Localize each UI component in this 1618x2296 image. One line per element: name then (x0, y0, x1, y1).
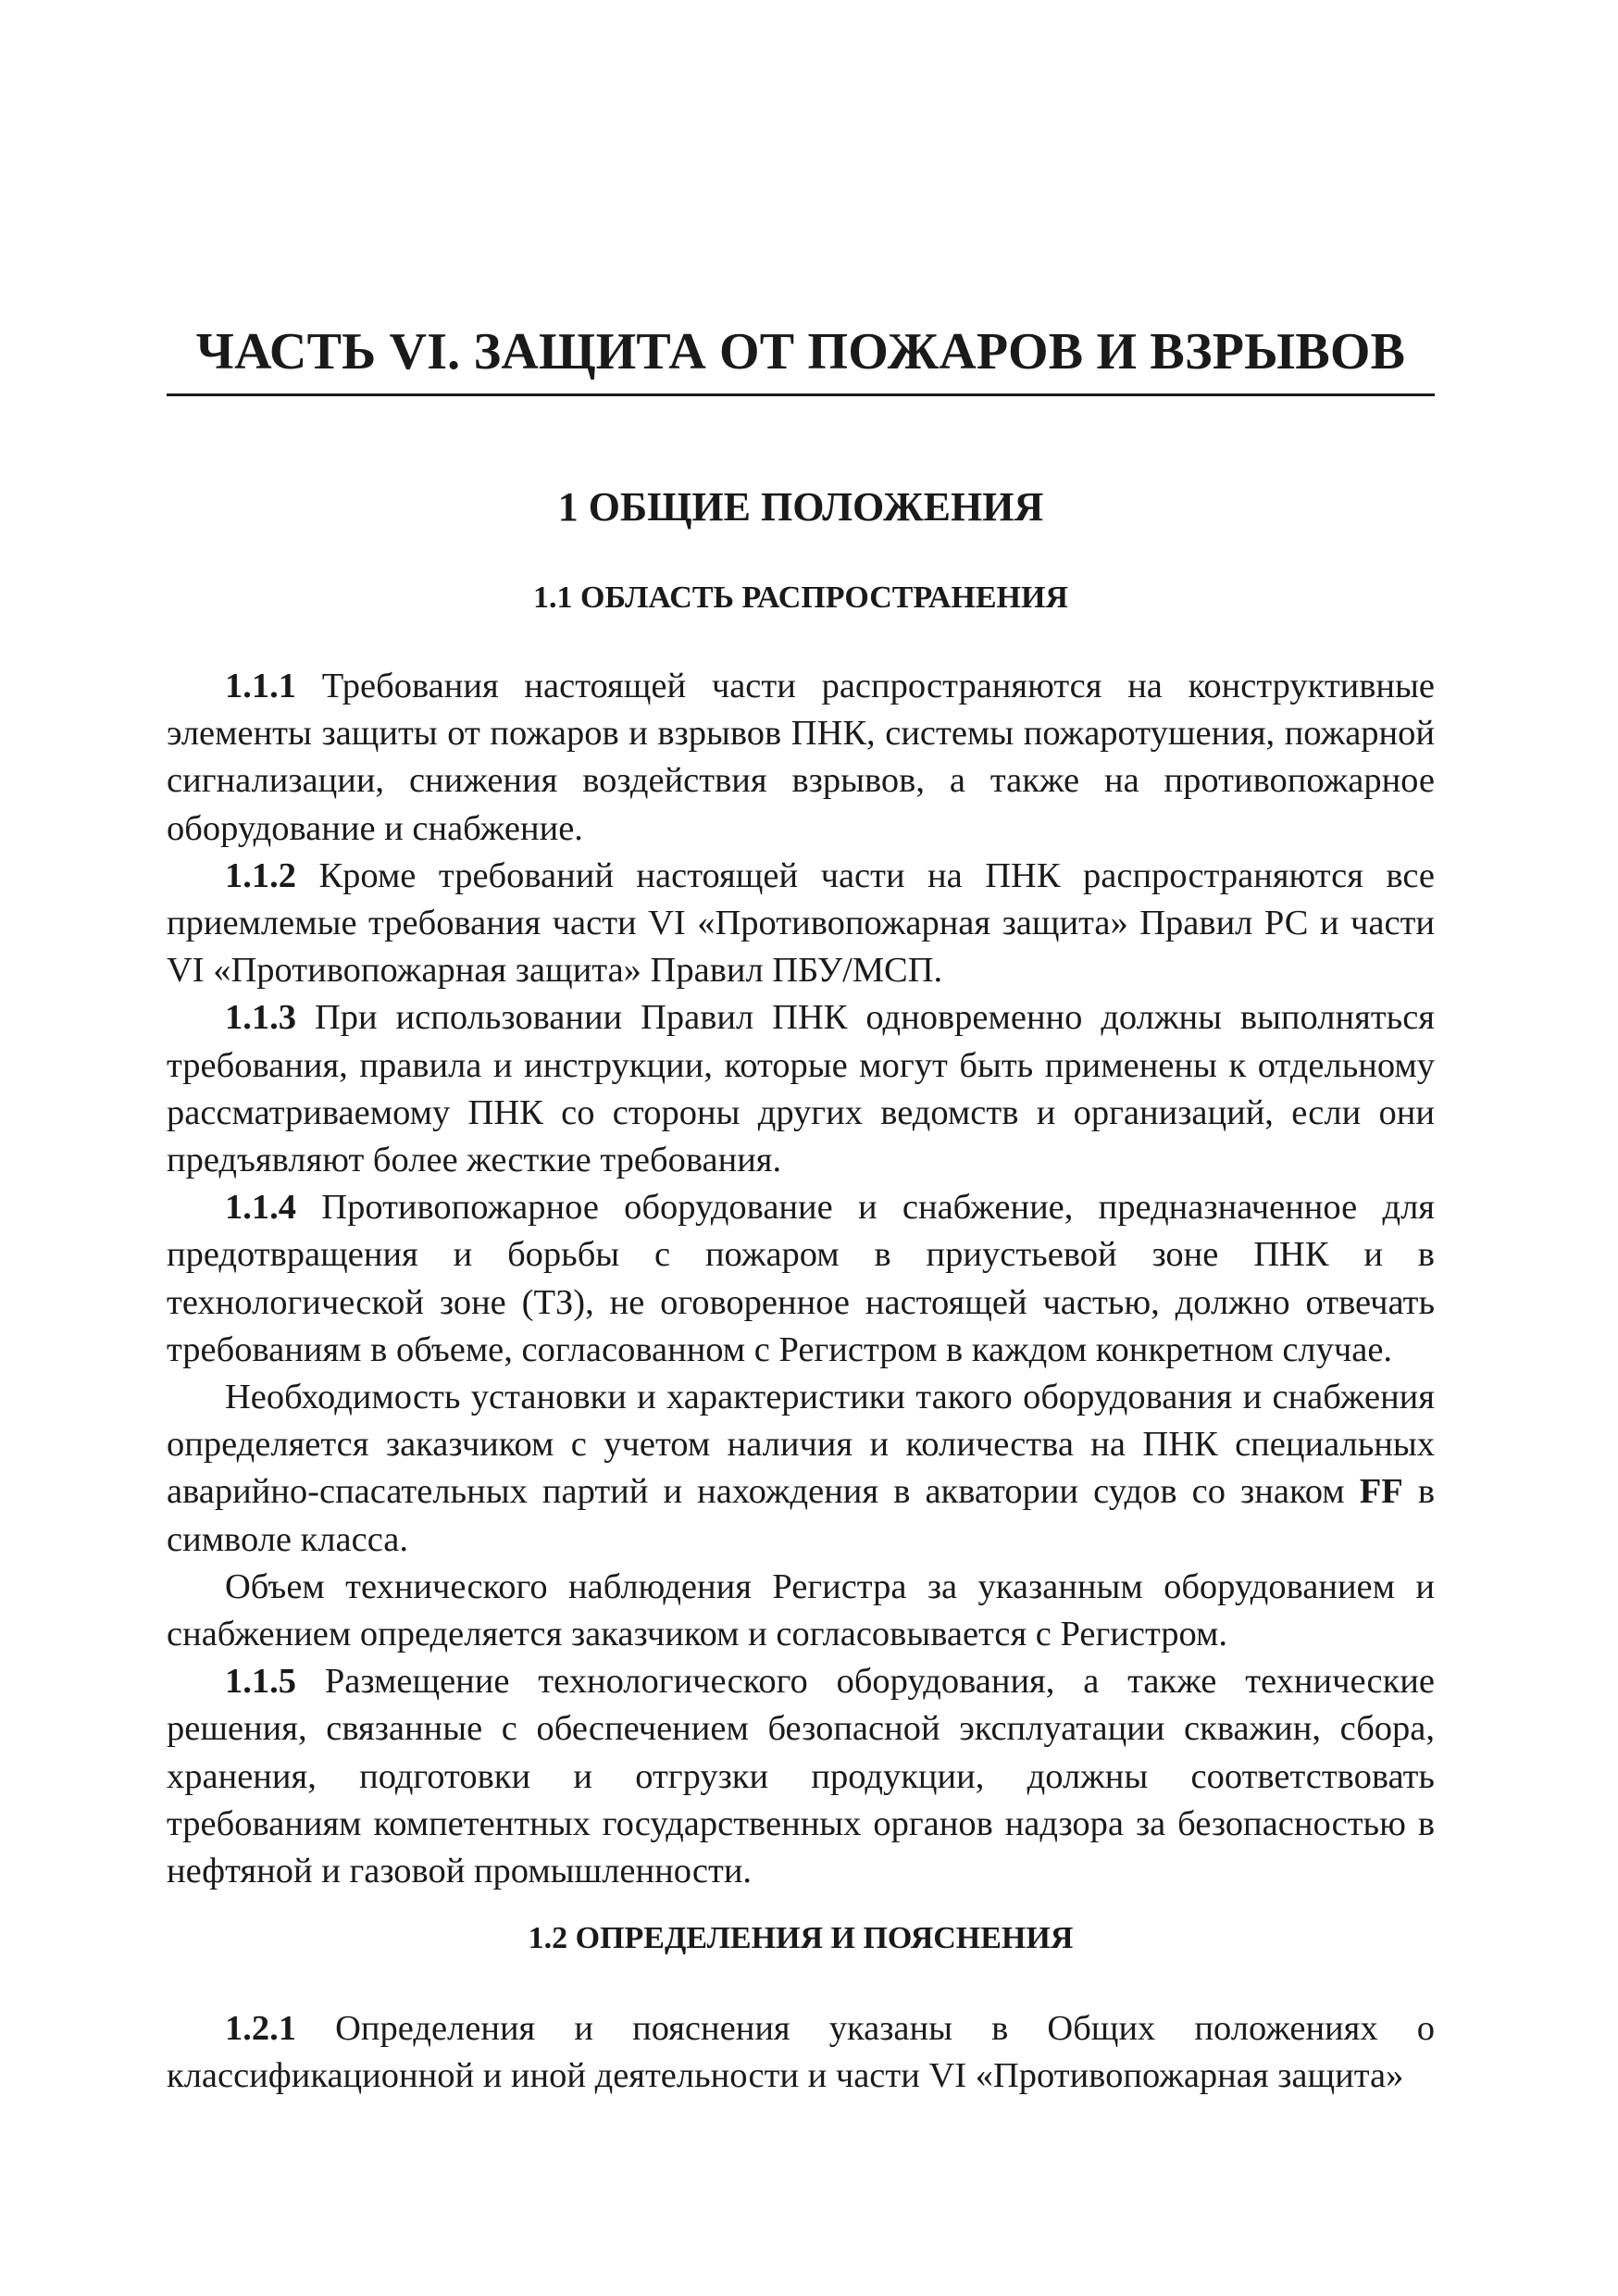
paragraph-text: Кроме требований настоящей части на ПНК распространяются все приемлемые требования части VI «Противопожарная защита» Правил РС и части VI «Противопожарная защита» Правил ПБУ/МСП. (167, 855, 1435, 991)
paragraph-text: Требования настоящей части распространяются на конструктивные элементы защиты от пожаров и взрывов ПНК, системы пожаротушения, пожарной сигнализации, снижения воздействия взрывов, а также на противопожарное оборудование и снабжение. (167, 667, 1435, 848)
paragraph-number: 1.2.1 (225, 2009, 296, 2048)
paragraph-equipment-necessity (167, 1374, 1435, 1564)
paragraph-text: Определения и пояснения указаны в Общих положениях о классификационной и иной деятельности и части VI «Противопожарная защита» (167, 2009, 1435, 2096)
paragraph-number: 1.1.1 (225, 667, 296, 705)
part-title: ЧАСТЬ VI. ЗАЩИТА ОТ ПОЖАРОВ И ВЗРЫВОВ (195, 323, 1406, 381)
paragraph-text: в символе класса. (167, 1472, 1436, 1559)
subsection-body-scope (167, 663, 1435, 1895)
subsection-title-definitions: 1.2 ОПРЕДЕЛЕНИЯ И ПОЯСНЕНИЯ (528, 1921, 1074, 1955)
paragraph-number: 1.1.4 (225, 1188, 296, 1228)
paragraph-number: 1.1.2 (225, 855, 296, 895)
paragraph-1-1-4 (167, 1184, 1435, 1374)
paragraph-text: Размещение технологического оборудования, а также технические решения, связанные с обеспечением безопасной эксплуатации скважин, сбора, хранения, подготовки и отгрузки продукции, должны соответствовать требованиям компетентных государственных органов надзора за безопасностью в нефтяной и газовой промышленности. (167, 1662, 1435, 1891)
paragraph-1-1-3 (167, 994, 1435, 1184)
class-notation-mark: FF (1359, 1472, 1403, 1512)
paragraph-1-1-1 (167, 663, 1435, 853)
section-title: 1 ОБЩИЕ ПОЛОЖЕНИЯ (557, 484, 1044, 530)
paragraph-1-1-5 (167, 1658, 1435, 1895)
paragraph-text: Противопожарное оборудование и снабжение, предназначенное для предотвращения и борьбы с пожаром в приустьевой зоне ПНК и в технологической зоне (ТЗ), не оговоренное настоящей частью, должно отвечать требованиям в объеме, согласованном с Регистром в каждом конкретном случае. (167, 1188, 1435, 1369)
paragraph-1-1-2 (167, 853, 1435, 995)
paragraph-number: 1.1.3 (225, 998, 296, 1038)
subsection-title-scope: 1.1 ОБЛАСТЬ РАСПРОСТРАНЕНИЯ (533, 580, 1068, 615)
paragraph-1-2-1 (167, 2005, 1435, 2100)
subsection-body-definitions (167, 2005, 1435, 2100)
paragraph-text: Необходимость установки и характеристики такого оборудования и снабжения определяется заказчиком с учетом наличия и количества на ПНК специальных аварийно-спасательных партий и нахождения в акватории судов со знаком (167, 1378, 1435, 1512)
paragraph-survey-scope (167, 1564, 1435, 1658)
paragraph-number: 1.1.5 (225, 1662, 296, 1702)
paragraph-text: Объем технического наблюдения Регистра за указанным оборудованием и снабжением определяется заказчиком и согласовывается с Регистром. (167, 1566, 1435, 1654)
document-page (167, 0, 1435, 2296)
part-title-underline (167, 393, 1435, 396)
paragraph-text: При использовании Правил ПНК одновременно должны выполняться требования, правила и инструкции, которые могут быть применены к отдельному рассматриваемому ПНК со стороны других ведомств и организаций, если они предъявляют более жесткие требования. (167, 998, 1435, 1180)
